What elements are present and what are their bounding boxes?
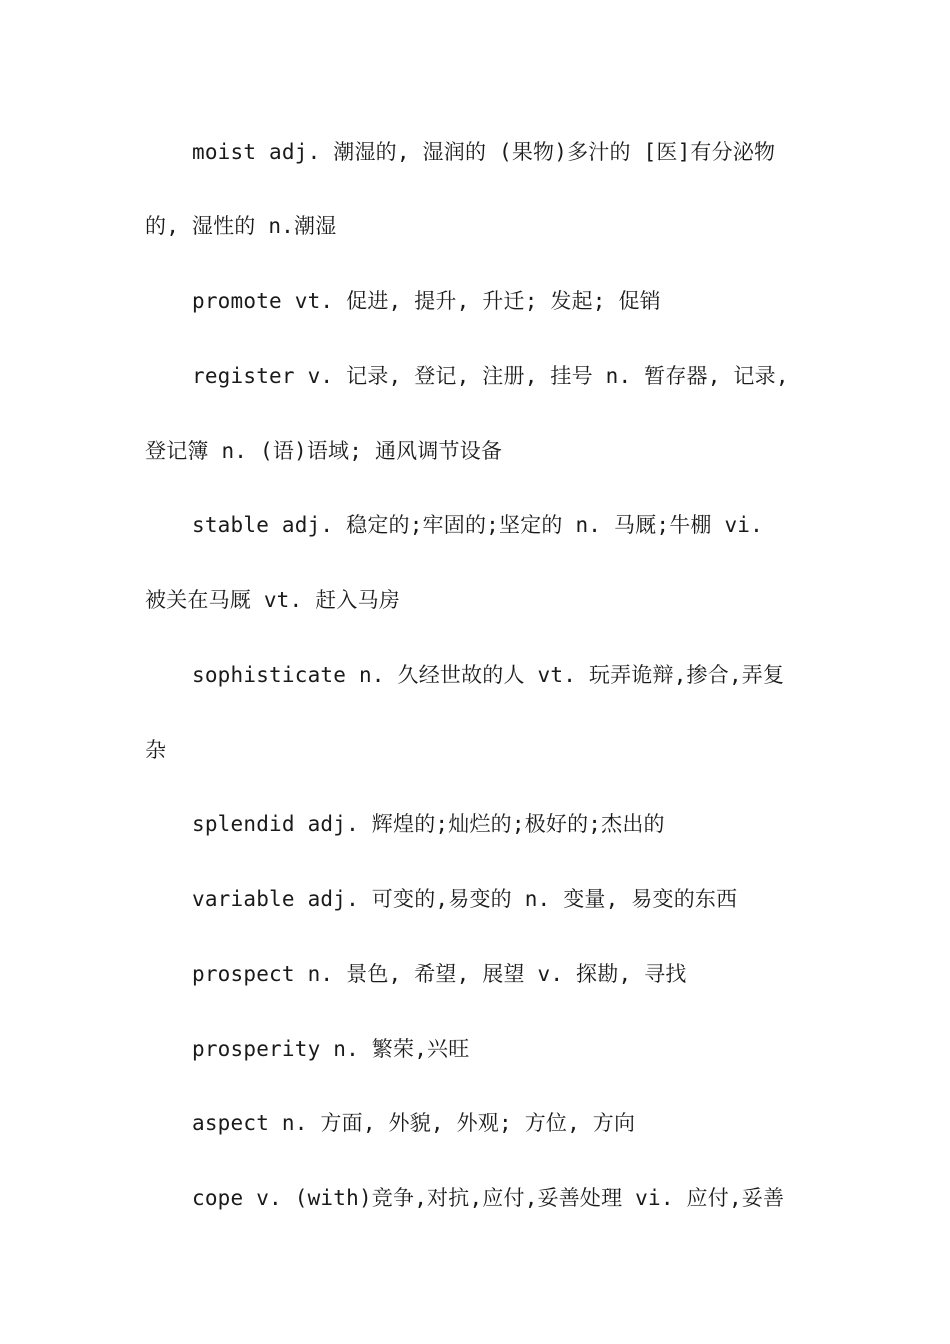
entry-aspect: aspect n. 方面, 外貌, 外观; 方位, 方向 [192, 1111, 636, 1135]
entry-promote: promote vt. 促进, 提升, 升迁; 发起; 促销 [192, 289, 661, 313]
entry-prosperity: prosperity n. 繁荣,兴旺 [192, 1037, 470, 1061]
entry-sophisticate-line-2: 杂 [145, 738, 167, 762]
entry-splendid: splendid adj. 辉煌的;灿烂的;极好的;杰出的 [192, 812, 665, 836]
entry-register-line-1: register v. 记录, 登记, 注册, 挂号 n. 暂存器, 记录, [192, 364, 789, 388]
entry-stable-line-2: 被关在马厩 vt. 赶入马房 [145, 588, 401, 612]
entry-variable: variable adj. 可变的,易变的 n. 变量, 易变的东西 [192, 887, 738, 911]
entry-register-line-2: 登记簿 n. (语)语域; 通风调节设备 [145, 439, 503, 463]
entry-prospect: prospect n. 景色, 希望, 展望 v. 探勘, 寻找 [192, 962, 687, 986]
entry-moist-line-1: moist adj. 潮湿的, 湿润的 (果物)多汁的 [医]有分泌物 [192, 140, 776, 164]
entry-stable-line-1: stable adj. 稳定的;牢固的;坚定的 n. 马厩;牛棚 vi. [192, 513, 763, 537]
entry-sophisticate-line-1: sophisticate n. 久经世故的人 vt. 玩弄诡辩,掺合,弄复 [192, 663, 785, 687]
entry-cope: cope v. (with)竞争,对抗,应付,妥善处理 vi. 应付,妥善 [192, 1186, 785, 1210]
entry-moist-line-2: 的, 湿性的 n.潮湿 [145, 214, 337, 238]
